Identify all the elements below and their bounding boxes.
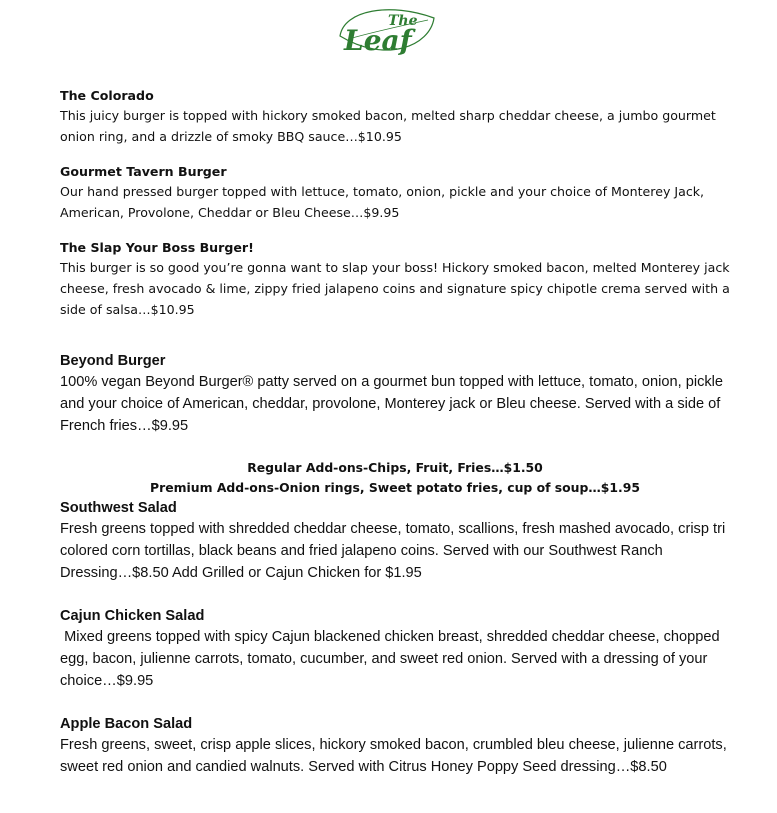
logo-text-main: Leaf	[344, 24, 412, 57]
item-description: Mixed greens topped with spicy Cajun blackened chicken breast, shredded cheddar cheese, chopped egg, bacon, julienne carrots, tomato, cucumber, and sweet red onion. Served with a dressing of your choice…$9.95	[60, 629, 724, 689]
menu-item-apple-bacon-salad	[60, 714, 730, 778]
leaf-logo-icon	[330, 2, 442, 64]
menu-content	[60, 87, 730, 778]
item-title: Southwest Salad	[60, 500, 177, 516]
add-ons	[60, 458, 730, 498]
regular-add-ons: Regular Add-ons-Chips, Fruit, Fries…$1.50	[247, 460, 543, 475]
item-description: Our hand pressed burger topped with lettuce, tomato, onion, pickle and your choice of Monterey Jack, American, Provolone, Cheddar or Bleu Cheese…$9.95	[60, 184, 705, 220]
item-description: 100% vegan Beyond Burger® patty served on a gourmet bun topped with lettuce, tomato, onion, pickle and your choice of American, cheddar, provolone, Monterey jack or Bleu cheese. Served with a side of French fries…$9.95	[60, 374, 724, 434]
item-title: The Colorado	[60, 88, 154, 103]
item-title: The Slap Your Boss Burger!	[60, 240, 254, 255]
menu-item-slap-your-boss	[60, 239, 730, 320]
item-description: Fresh greens, sweet, crisp apple slices, hickory smoked bacon, crumbled bleu cheese, julienne carrots, sweet red onion and candied walnuts. Served with Citrus Honey Poppy Seed dressing…$8.50	[60, 737, 727, 775]
menu-item-tavern	[60, 163, 730, 223]
menu-item-cajun-chicken-salad	[60, 606, 730, 692]
item-description: Fresh greens topped with shredded cheddar cheese, tomato, scallions, fresh mashed avocado, crisp tri colored corn tortillas, black beans and fried jalapeno coins. Served with our Southwest Ranch Dressing…$8.50 Add Grilled or Cajun Chicken for $1.95	[60, 521, 726, 581]
menu-item-beyond-burger	[60, 351, 730, 437]
the-leaf-logo	[330, 2, 442, 64]
item-title: Gourmet Tavern Burger	[60, 164, 227, 179]
item-description: This juicy burger is topped with hickory smoked bacon, melted sharp cheddar cheese, a jumbo gourmet onion ring, and a drizzle of smoky BBQ sauce…$10.95	[60, 108, 716, 144]
premium-add-ons: Premium Add-ons-Onion rings, Sweet potato fries, cup of soup…$1.95	[150, 480, 640, 495]
menu-item-colorado	[60, 87, 730, 147]
logo-text-top: The	[388, 13, 418, 29]
item-title: Beyond Burger	[60, 353, 166, 369]
menu-item-southwest-salad	[60, 498, 730, 584]
item-title: Cajun Chicken Salad	[60, 608, 205, 624]
item-title: Apple Bacon Salad	[60, 716, 193, 732]
item-description: This burger is so good you’re gonna want to slap your boss! Hickory smoked bacon, melted Monterey jack cheese, fresh avocado & lime, zippy fried jalapeno coins and signature spicy chipotle crema served with a side of salsa…$10.95	[60, 260, 730, 317]
